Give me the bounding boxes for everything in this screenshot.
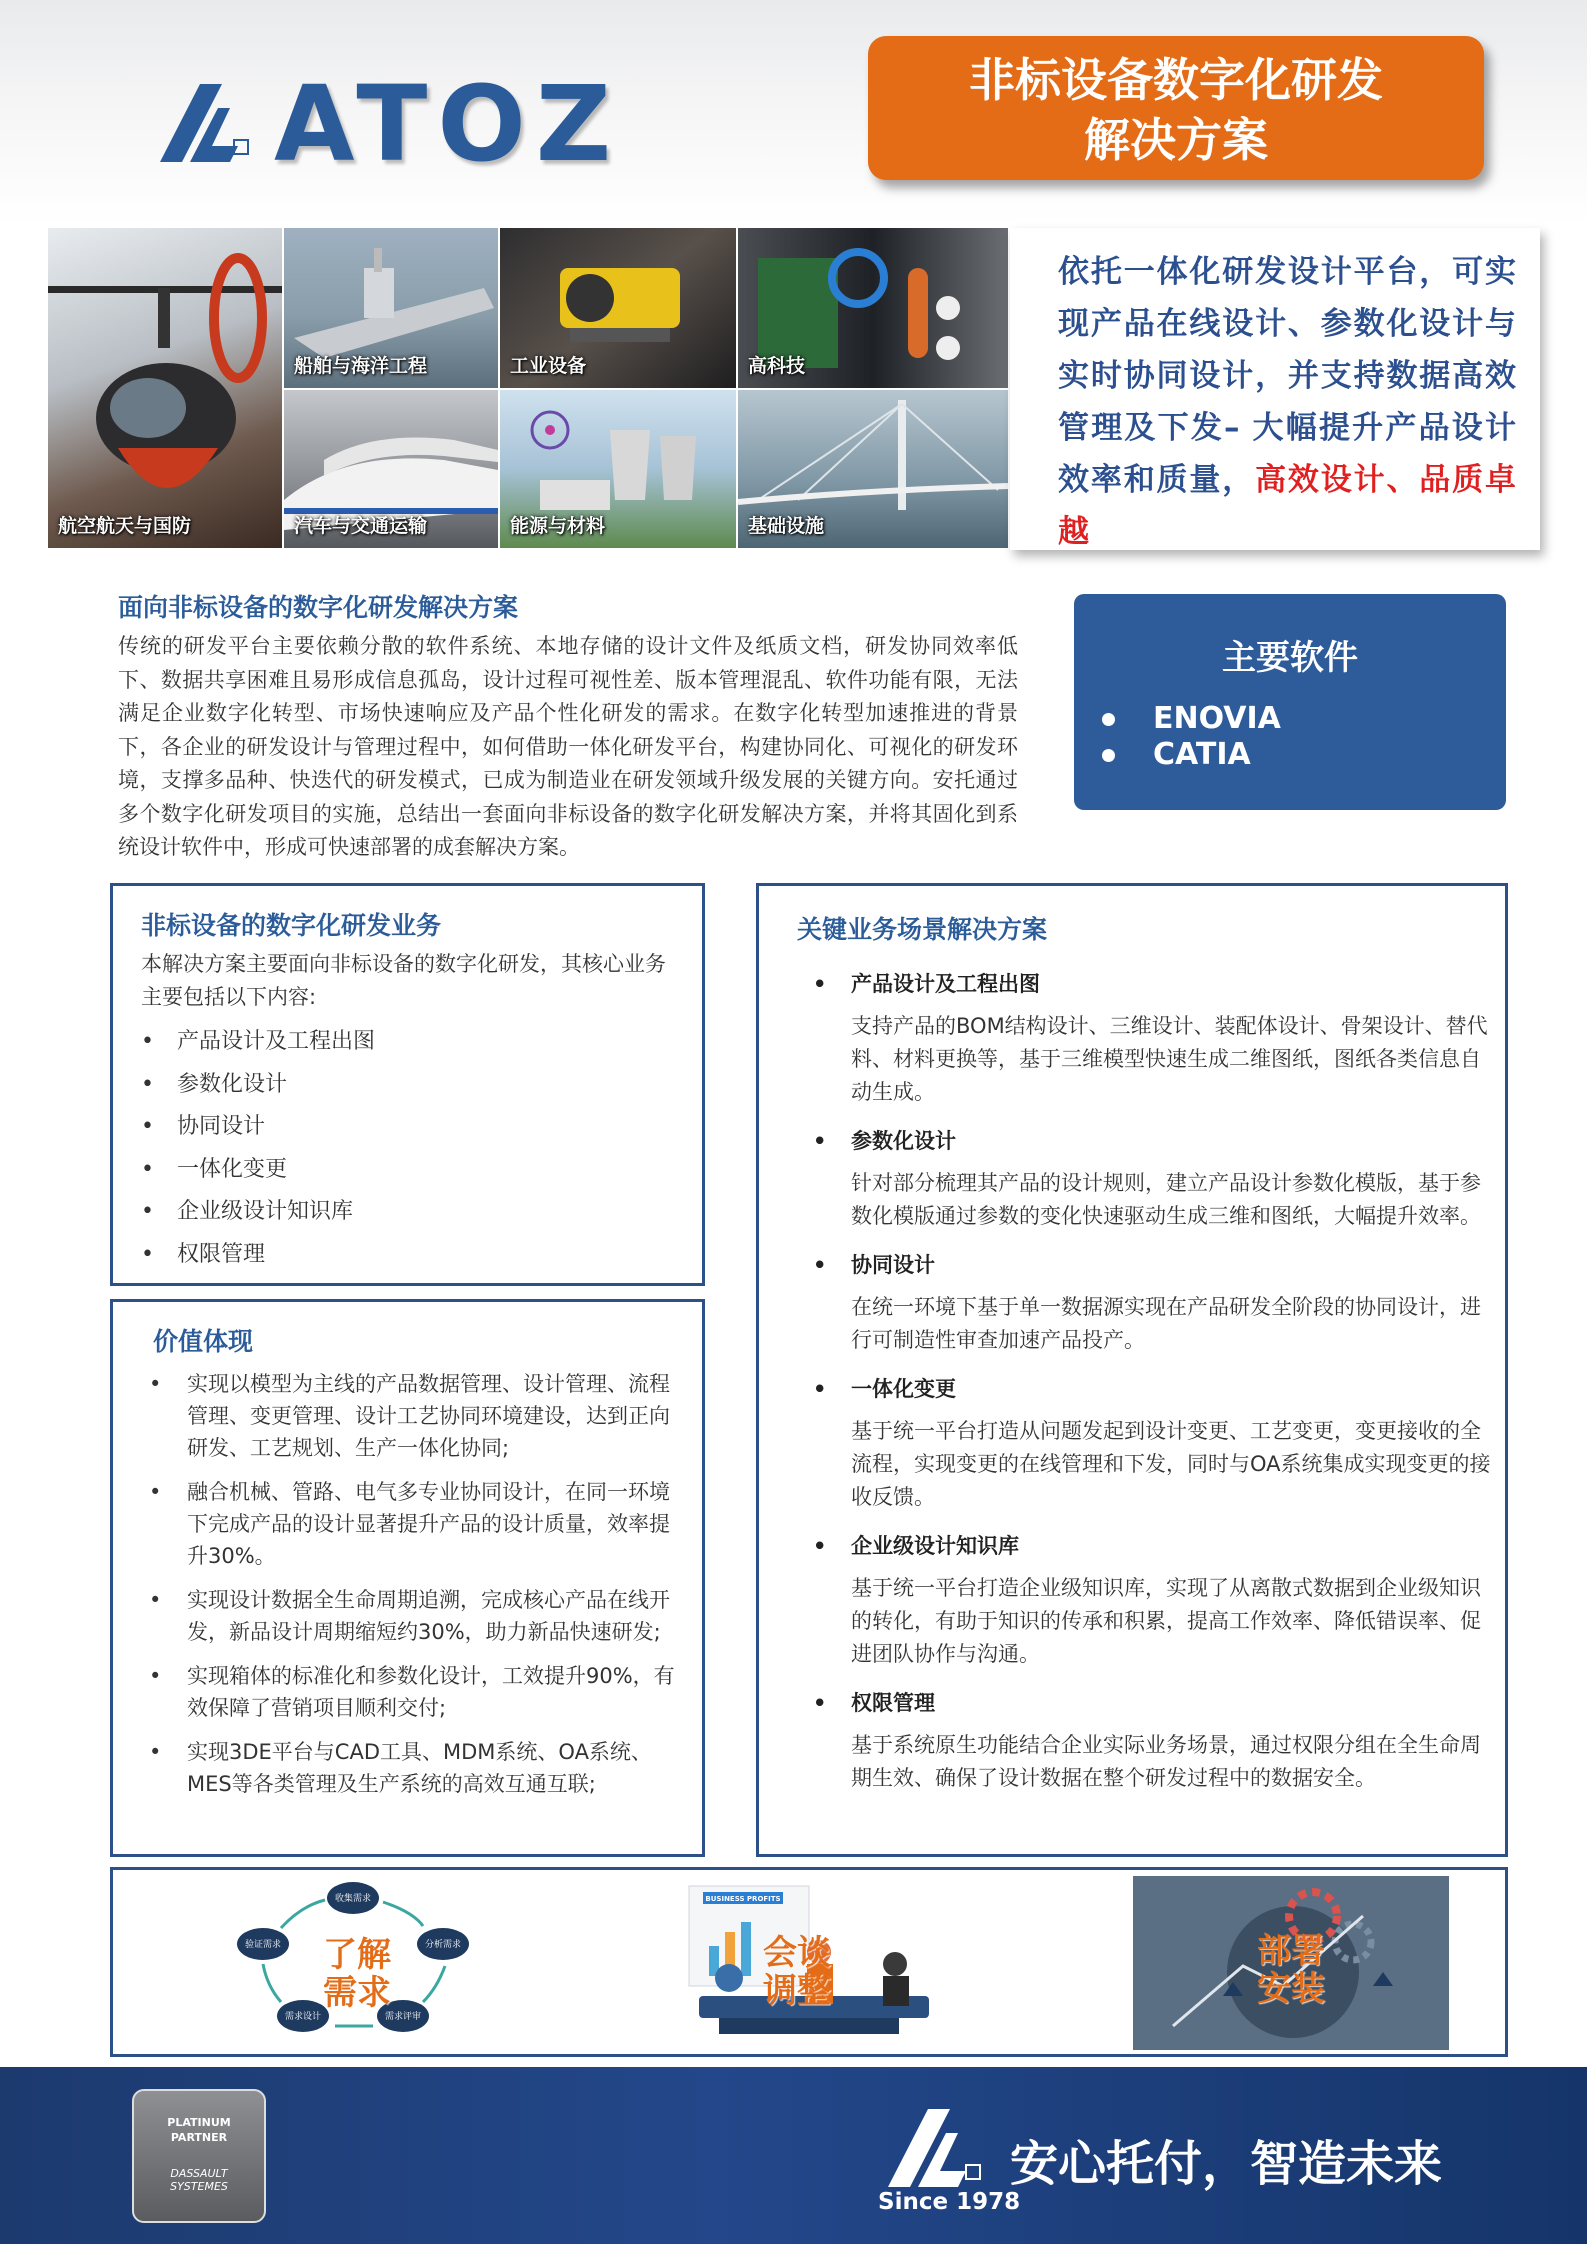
bullet-icon: • bbox=[813, 1129, 827, 1153]
stage-discussion bbox=[669, 1876, 939, 2050]
industry-tile-automotive bbox=[284, 390, 498, 548]
bullet-icon: • bbox=[149, 1372, 162, 1396]
industry-label: 汽车与交通运输 bbox=[294, 515, 428, 537]
value-list bbox=[149, 1368, 689, 1812]
list-item-text: 权限管理 bbox=[177, 1241, 266, 1267]
scenario-title: 协同设计 bbox=[851, 1253, 935, 1277]
bullet-icon: • bbox=[141, 1199, 154, 1224]
partner-line-2: PARTNER bbox=[170, 2131, 228, 2144]
intro-highlight: 高效设计、品质卓越 bbox=[1058, 462, 1517, 550]
list-item-text: 实现3DE平台与CAD工具、MDM系统、OA系统、MES等各类管理及生产系统的高效互通互联; bbox=[187, 1740, 652, 1796]
title-line-1: 非标设备数字化研发 bbox=[969, 53, 1383, 107]
software-item bbox=[1102, 737, 1506, 773]
stage-label-line-1: 会谈 bbox=[763, 1933, 831, 1973]
stage-understand-requirements bbox=[223, 1876, 483, 2050]
scenario-desc: 基于系统原生功能结合企业实际业务场景，通过权限分组在全生命周期生效、确保了设计数据在整个研发过程中的数据安全。 bbox=[851, 1733, 1481, 1790]
list-item bbox=[141, 1106, 375, 1149]
business-intro: 本解决方案主要面向非标设备的数字化研发，其核心业务主要包括以下内容: bbox=[141, 952, 666, 1009]
bullet-icon: • bbox=[813, 1253, 827, 1277]
industry-label: 能源与材料 bbox=[510, 515, 606, 537]
bullet-icon: • bbox=[813, 1377, 827, 1401]
list-item-text: 产品设计及工程出图 bbox=[177, 1029, 376, 1054]
footer bbox=[0, 2067, 1587, 2244]
solution-paragraph: 传统的研发平台主要依赖分散的软件系统、本地存储的设计文件及纸质文档，研发协同效率低下、数据共享困难且易形成信息孤岛，设计过程可视性差、版本管理混乱、软件功能有限，无法满足企业数字化转型、市场快速响应及产品个性化研发的需求。在数字化转型加速推进的背景下，各企业的研发设计与管理过程中，如何借助一体化研发平台，构建协同化、可视化的研发环境，支撑多品种、快迭代的研发模式，已成为制造业在研发领域升级发展的关键方向。安托通过多个数字化研发项目的实施，总结出一套面向非标设备的数字化研发解决方案，并将其固化到系统设计软件中，形成可快速部署的成套解决方案。 bbox=[118, 634, 1018, 859]
scenario-item bbox=[813, 1373, 1493, 1514]
list-item bbox=[149, 1736, 689, 1800]
list-item-text: 实现箱体的标准化和参数化设计，工效提升90%，有效保障了营销项目顺利交付; bbox=[187, 1664, 675, 1720]
bullet-icon: • bbox=[141, 1114, 154, 1139]
board-title: BUSINESS PROFITS bbox=[705, 1895, 781, 1903]
industry-label: 船舶与海洋工程 bbox=[294, 355, 428, 377]
process-strip bbox=[110, 1867, 1508, 2057]
atoz-logo bbox=[160, 63, 622, 185]
cycle-node-label: 分析需求 bbox=[424, 1940, 462, 1950]
brand-name: ATOZ bbox=[274, 63, 622, 185]
list-item-text: 实现设计数据全生命周期追溯，完成核心产品在线开发，新品设计周期缩短约30%，助力新品快速研发; bbox=[187, 1588, 670, 1644]
intro-statement bbox=[1010, 228, 1540, 550]
cycle-node-label: 需求评审 bbox=[384, 2012, 422, 2022]
software-item-label: CATIA bbox=[1153, 737, 1251, 772]
bullet-icon bbox=[1102, 749, 1115, 762]
industry-tile-aerospace bbox=[48, 228, 282, 548]
software-item bbox=[1102, 701, 1506, 737]
list-item bbox=[149, 1476, 689, 1572]
software-panel bbox=[1074, 594, 1506, 810]
intro-text: 依托一体化研发设计平台，可实现产品在线设计、参数化设计与实时协同设计，并支持数据高效管理及下发– 大幅提升产品设计效率和质量， bbox=[1058, 254, 1516, 498]
stage-label bbox=[1241, 1932, 1341, 2008]
bullet-icon: • bbox=[141, 1029, 154, 1054]
stage-label-line-2: 安装 bbox=[1257, 1969, 1325, 2009]
scenario-title: 权限管理 bbox=[851, 1691, 935, 1715]
bullet-icon bbox=[1102, 713, 1115, 726]
bullet-icon: • bbox=[141, 1156, 154, 1182]
scenario-title: 企业级设计知识库 bbox=[851, 1534, 1019, 1558]
industry-tile-industrial-equipment bbox=[500, 228, 736, 388]
list-item-text: 融合机械、管路、电气多专业协同设计，在同一环境下完成产品的设计显著提升产品的设计质量，效率提升30%。 bbox=[187, 1480, 670, 1568]
partner-label bbox=[134, 2115, 264, 2145]
bullet-icon: • bbox=[813, 972, 827, 996]
bullet-icon: • bbox=[149, 1740, 162, 1764]
title-line-2: 解决方案 bbox=[1084, 113, 1268, 167]
business-list bbox=[141, 1021, 375, 1276]
value-title: 价值体现 bbox=[153, 1327, 254, 1356]
list-item bbox=[149, 1368, 689, 1464]
cycle-node-label: 验证需求 bbox=[244, 1940, 282, 1950]
stage-label-line-1: 部署 bbox=[1257, 1931, 1325, 1971]
bullet-icon: • bbox=[813, 1534, 827, 1558]
scenario-item bbox=[813, 1125, 1493, 1233]
stage-label-line-1: 了解 bbox=[323, 1935, 391, 1975]
page-title bbox=[868, 36, 1484, 180]
industry-label: 高科技 bbox=[748, 355, 806, 377]
software-title: 主要软件 bbox=[1222, 638, 1358, 678]
list-item bbox=[149, 1584, 689, 1648]
list-item bbox=[141, 1234, 375, 1277]
bullet-icon: • bbox=[149, 1480, 162, 1504]
ds-line-2: SYSTEMES bbox=[170, 2180, 228, 2193]
scenario-title: 参数化设计 bbox=[851, 1129, 956, 1153]
list-item-text: 协同设计 bbox=[177, 1114, 266, 1139]
list-item-text: 一体化变更 bbox=[177, 1156, 288, 1182]
bullet-icon: • bbox=[141, 1071, 154, 1097]
scenario-desc: 基于统一平台打造从问题发起到设计变更、工艺变更，变更接收的全流程，实现变更的在线管理和下发，同时与OA系统集成实现变更的接收反馈。 bbox=[851, 1419, 1491, 1509]
bullet-icon: • bbox=[149, 1664, 162, 1688]
list-item bbox=[141, 1064, 375, 1107]
list-item bbox=[141, 1191, 375, 1234]
scenario-desc: 针对部分梳理其产品的设计规则，建立产品设计参数化模版，基于参数化模版通过参数的变化快速驱动生成三维和图纸，大幅提升效率。 bbox=[851, 1171, 1481, 1228]
industry-label: 基础设施 bbox=[748, 515, 825, 537]
industry-tile-shipbuilding bbox=[284, 228, 498, 388]
solution-title: 面向非标设备的数字化研发解决方案 bbox=[118, 593, 519, 622]
industry-label: 航空航天与国防 bbox=[58, 515, 192, 537]
bullet-icon: • bbox=[813, 1691, 827, 1715]
footer-logo-mark-icon bbox=[888, 2109, 990, 2189]
scenario-item bbox=[813, 1249, 1493, 1357]
scenario-desc: 支持产品的BOM结构设计、三维设计、装配体设计、骨架设计、替代料、材料更换等，基于三维模型快速生成二维图纸，图纸各类信息自动生成。 bbox=[851, 1014, 1488, 1104]
scenario-list bbox=[813, 968, 1493, 1811]
list-item-text: 企业级设计知识库 bbox=[177, 1199, 354, 1224]
industry-tile-high-tech bbox=[738, 228, 1008, 388]
stage-label-line-2: 需求 bbox=[323, 1973, 391, 2013]
stage-label bbox=[309, 1936, 405, 2012]
bullet-icon: • bbox=[141, 1241, 154, 1267]
scenarios-title: 关键业务场景解决方案 bbox=[797, 915, 1048, 944]
scenario-item bbox=[813, 1687, 1493, 1795]
stage-deployment bbox=[1133, 1876, 1449, 2050]
dassault-label bbox=[134, 2167, 264, 2193]
scenario-title: 一体化变更 bbox=[851, 1377, 956, 1401]
industry-image-mosaic bbox=[48, 228, 1008, 548]
scenario-item bbox=[813, 1530, 1493, 1671]
partner-line-1: PLATINUM bbox=[167, 2116, 231, 2129]
bullet-icon: • bbox=[149, 1588, 162, 1612]
list-item bbox=[141, 1149, 375, 1192]
value-panel bbox=[110, 1299, 705, 1857]
industry-tile-infrastructure bbox=[738, 390, 1008, 548]
cycle-node-label: 收集需求 bbox=[334, 1894, 372, 1904]
atoz-logo-mark-icon bbox=[160, 84, 260, 164]
ds-line-1: DASSAULT bbox=[170, 2167, 228, 2180]
scenarios-panel bbox=[756, 883, 1508, 1857]
list-item-text: 实现以模型为主线的产品数据管理、设计管理、流程管理、变更管理、设计工艺协同环境建设，达到正向研发、工艺规划、生产一体化协同; bbox=[187, 1372, 670, 1460]
footer-since: Since 1978 bbox=[878, 2189, 1021, 2215]
business-title: 非标设备的数字化研发业务 bbox=[141, 911, 442, 940]
scenario-desc: 基于统一平台打造企业级知识库，实现了从离散式数据到企业级知识的转化，有助于知识的传承和积累，提高工作效率、降低错误率、促进团队协作与沟通。 bbox=[851, 1576, 1481, 1666]
helicopter-icon bbox=[48, 228, 282, 548]
stage-label-line-2: 调整 bbox=[763, 1971, 831, 2011]
cycle-node-label: 需求设计 bbox=[284, 2012, 322, 2022]
software-item-label: ENOVIA bbox=[1153, 701, 1281, 736]
list-item bbox=[141, 1021, 375, 1064]
scenario-title: 产品设计及工程出图 bbox=[851, 972, 1040, 996]
footer-slogan: 安心托付，智造未来 bbox=[1010, 2136, 1443, 2192]
dassault-platinum-partner-badge bbox=[132, 2089, 266, 2223]
industry-tile-energy bbox=[500, 390, 736, 548]
list-item-text: 参数化设计 bbox=[177, 1071, 288, 1097]
stage-label bbox=[747, 1934, 847, 2010]
list-item bbox=[149, 1660, 689, 1724]
industry-label: 工业设备 bbox=[510, 355, 587, 377]
scenario-item bbox=[813, 968, 1493, 1109]
scenario-desc: 在统一环境下基于单一数据源实现在产品研发全阶段的协同设计，进行可制造性审查加速产品投产。 bbox=[851, 1295, 1481, 1352]
business-panel bbox=[110, 883, 705, 1286]
